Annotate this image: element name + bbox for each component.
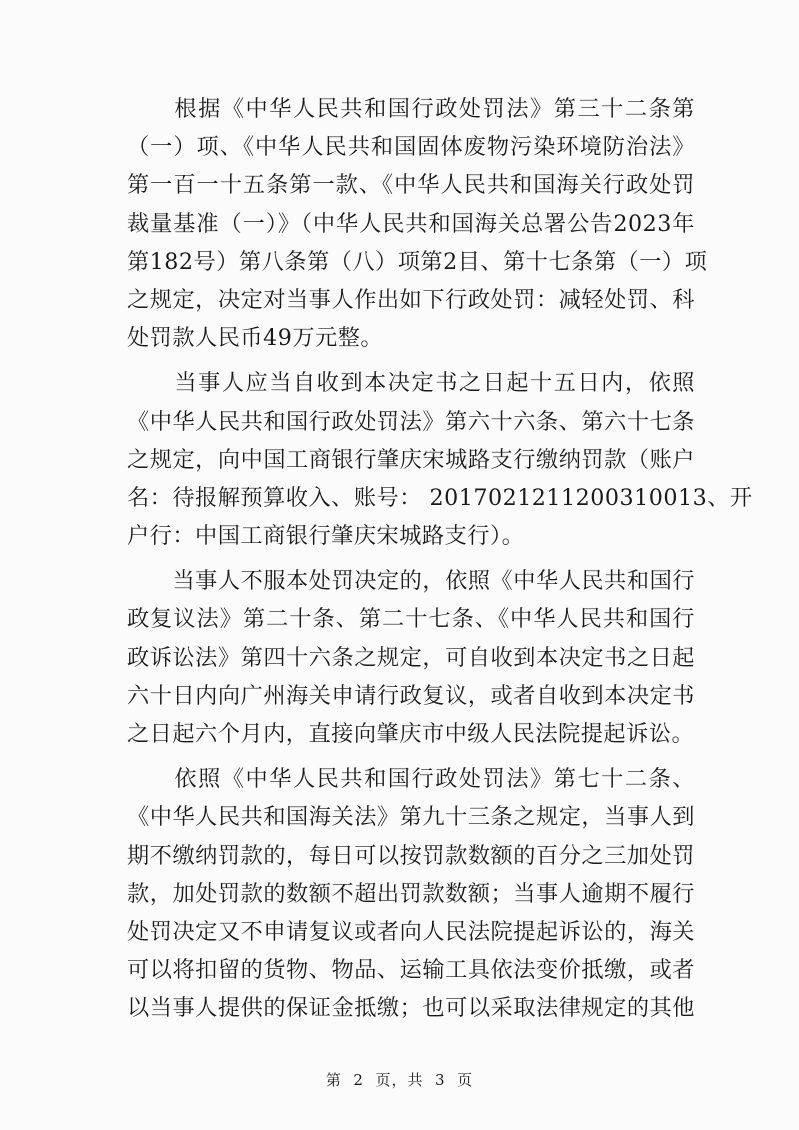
text-line: 政诉讼法》第四十六条之规定，可自收到本决定书之日起 (127, 644, 695, 671)
paragraph-gap (127, 357, 695, 364)
paragraph-late-payment (127, 760, 695, 1027)
text-line: 处罚款人民币49万元整。 (127, 325, 384, 352)
text-line: 第182号）第八条第（八）项第2目、第十七条第（一）项 (127, 248, 708, 275)
text-line: 以当事人提供的保证金抵缴；也可以采取法律规定的其他 (127, 995, 695, 1022)
text-line: 当事人应当自收到本决定书之日起十五日内，依照 (127, 370, 695, 397)
paragraph-penalty-basis (127, 90, 708, 357)
text-line: 裁量基准（一）》（中华人民共和国海关总署公告2023年 (127, 210, 695, 237)
text-line: 六十日内向广州海关申请行政复议，或者自收到本决定书 (127, 682, 695, 709)
text-line: 款，加处罚款的数额不超出罚款数额；当事人逾期不履行 (127, 880, 695, 907)
text-line: 根据《中华人民共和国行政处罚法》第三十二条第 (127, 96, 695, 122)
document-body (127, 90, 753, 1028)
text-line: 之规定，向中国工商银行肇庆宋城路支行缴纳罚款（账户 (127, 446, 695, 473)
text-line: 政复议法》第二十条、第二十七条、《中华人民共和国行 (127, 606, 695, 633)
text-line: 名：待报解预算收入、账号： 2017021211200310013、开 (127, 484, 753, 511)
paragraph-gap (127, 753, 695, 760)
text-line: 之规定，决定对当事人作出如下行政处罚：减轻处罚、科 (127, 286, 695, 313)
page-number: 第 2 页，共 3 页 (325, 1071, 474, 1089)
text-line: 《中华人民共和国海关法》第九十三条之规定，当事人到 (127, 804, 695, 831)
text-line: 之日起六个月内，直接向肇庆市中级人民法院提起诉讼。 (127, 721, 695, 747)
text-line: 依照《中华人民共和国行政处罚法》第七十二条、 (127, 766, 695, 793)
text-line: 户行：中国工商银行肇庆宋城路支行）。 (127, 523, 525, 550)
text-line: 第一百一十五条第一款、《中华人民共和国海关行政处罚 (127, 172, 695, 199)
text-line: 期不缴纳罚款的，每日可以按罚款数额的百分之三加处罚 (127, 842, 695, 869)
paragraph-gap (127, 555, 695, 562)
text-line: 当事人不服本处罚决定的，依照《中华人民共和国行 (127, 568, 695, 595)
paragraph-appeal (127, 562, 695, 753)
text-line: （一）项、《中华人民共和国固体废物污染环境防治法》 (127, 134, 695, 161)
paragraph-payment (127, 364, 753, 555)
text-line: 处罚决定又不申请复议或者向人民法院提起诉讼的，海关 (127, 918, 695, 945)
text-line: 可以将扣留的货物、物品、运输工具依法变价抵缴，或者 (127, 957, 695, 984)
text-line: 《中华人民共和国行政处罚法》第六十六条、第六十七条 (127, 408, 695, 435)
